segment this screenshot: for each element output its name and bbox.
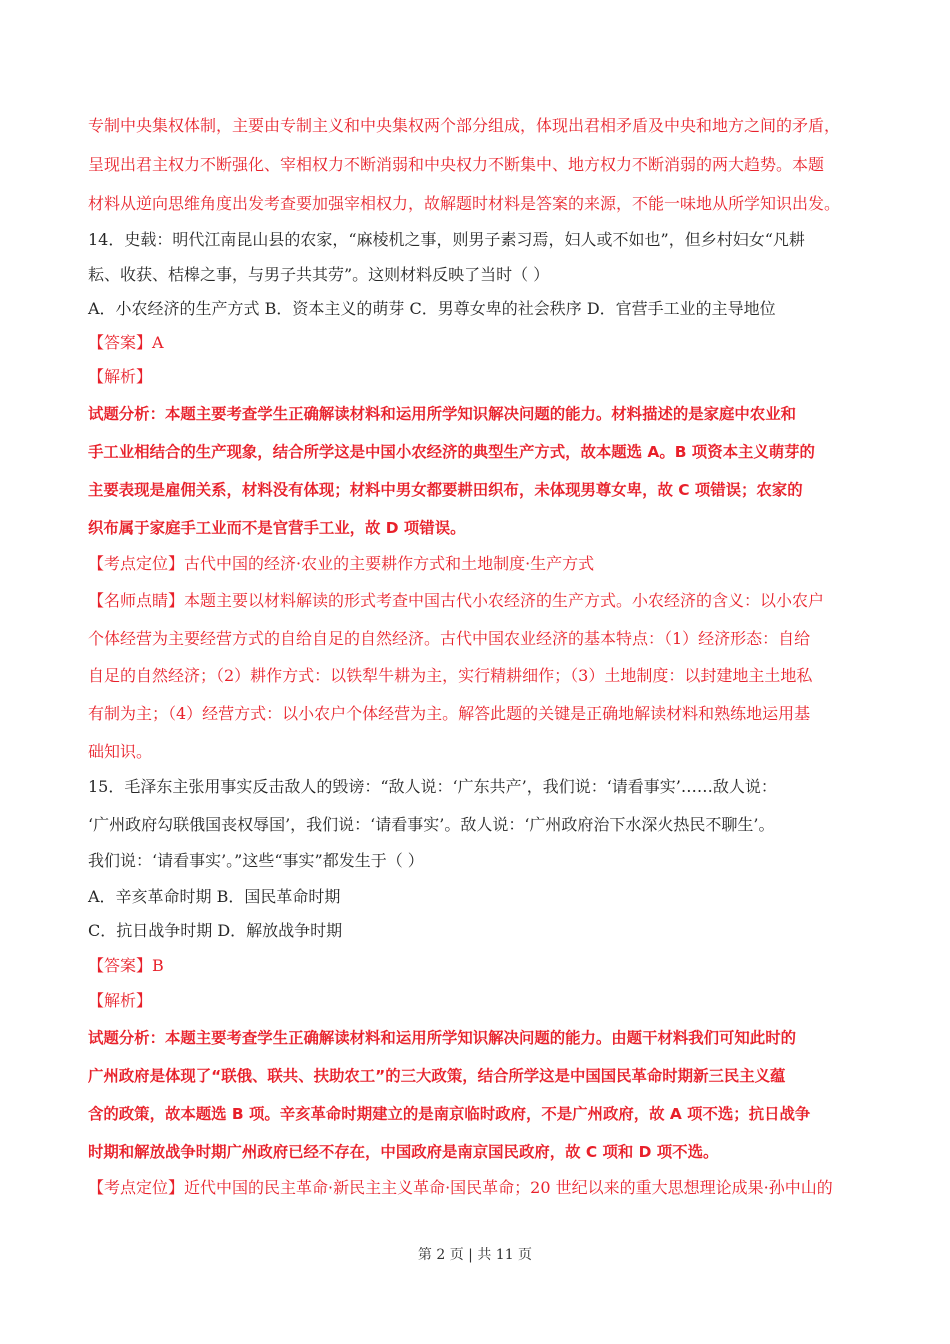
page-footer: 第 2 页 | 共 11 页 xyxy=(417,1247,533,1263)
answer-label: 【答案】A xyxy=(88,333,164,352)
text-line: 专制中央集权体制，主要由专制主义和中央集权两个部分组成，体现出君相矛盾及中央和地方之间的矛盾， xyxy=(88,116,841,135)
question-15-options: C．抗日战争时期 D．解放战争时期 xyxy=(88,921,343,940)
key-point-location: 【考点定位】古代中国的经济·农业的主要耕作方式和土地制度·生产方式 xyxy=(88,554,595,573)
text-line: 材料从逆向思维角度出发考查要加强宰相权力，故解题时材料是答案的来源，不能一味地从所学知识出发。 xyxy=(88,194,841,213)
teacher-comment: 础知识。 xyxy=(88,742,153,761)
key-point-location: 【考点定位】近代中国的民主革命·新民主主义革命·国民革命；20 世纪以来的重大思想理论成果·孙中山的 xyxy=(88,1178,833,1197)
teacher-comment: 自足的自然经济；（2）耕作方式：以铁犁牛耕为主，实行精耕细作；（3）土地制度：以封建地主土地私 xyxy=(88,666,813,685)
question-15-stem: 15．毛泽东主张用事实反击敌人的毁谤：“敌人说：‘广东共产’，我们说：‘请看事实’……敌人说： xyxy=(88,777,777,796)
analysis-text: 织布属于家庭手工业而不是官营手工业，故 D 项错误。 xyxy=(88,519,466,537)
teacher-comment: 【名师点睛】本题主要以材料解读的形式考查中国古代小农经济的生产方式。小农经济的含义：以小农户 xyxy=(88,591,825,610)
question-15-stem: ‘广州政府勾联俄国丧权辱国’，我们说：‘请看事实’。敌人说：‘广州政府治下水深火热民不聊生’。 xyxy=(88,815,775,834)
question-14-stem: 14．史载：明代江南昆山县的农家，“麻棱机之事，则男子素习焉，妇人或不如也”，但乡村妇女“凡耕 xyxy=(88,230,805,249)
text-line: 呈现出君主权力不断强化、宰相权力不断消弱和中央权力不断集中、地方权力不断消弱的两大趋势。本题 xyxy=(88,155,825,174)
analysis-text: 时期和解放战争时期广州政府已经不存在，中国政府是南京国民政府，故 C 项和 D 项不选。 xyxy=(88,1143,719,1161)
question-15-options: A．辛亥革命时期 B．国民革命时期 xyxy=(88,887,341,906)
analysis-label: 【解析】 xyxy=(88,367,153,386)
analysis-text: 主要表现是雇佣关系，材料没有体现；材料中男女都要耕田织布，未体现男尊女卑，故 C 项错误；农家的 xyxy=(88,481,803,499)
analysis-text: 含的政策，故本题选 B 项。辛亥革命时期建立的是南京临时政府，不是广州政府，故 A 项不选；抗日战争 xyxy=(88,1105,811,1123)
teacher-comment: 个体经营为主要经营方式的自给自足的自然经济。古代中国农业经济的基本特点：（1）经济形态：自给 xyxy=(88,629,811,648)
analysis-text: 试题分析：本题主要考查学生正确解读材料和运用所学知识解决问题的能力。材料描述的是家庭中农业和 xyxy=(88,405,796,423)
question-14-options: A．小农经济的生产方式 B．资本主义的萌芽 C．男尊女卑的社会秩序 D．官营手工业的主导地位 xyxy=(88,299,776,318)
analysis-text: 试题分析：本题主要考查学生正确解读材料和运用所学知识解决问题的能力。由题干材料我们可知此时的 xyxy=(88,1029,796,1047)
teacher-comment: 有制为主；（4）经营方式：以小农户个体经营为主。解答此题的关键是正确地解读材料和熟练地运用基 xyxy=(88,704,811,723)
analysis-text: 手工业相结合的生产现象，结合所学这是中国小农经济的典型生产方式，故本题选 A。B 项资本主义萌芽的 xyxy=(88,443,815,461)
analysis-text: 广州政府是体现了“联俄、联共、扶助农工”的三大政策，结合所学这是中国国民革命时期新三民主义蕴 xyxy=(88,1067,786,1085)
analysis-label: 【解析】 xyxy=(88,991,153,1010)
question-14-stem: 耘、收获、桔槔之事，与男子共其劳”。这则材料反映了当时（ ） xyxy=(88,265,550,284)
answer-label: 【答案】B xyxy=(88,956,164,975)
question-15-stem: 我们说：‘请看事实’。”这些“事实”都发生于（ ） xyxy=(88,851,424,870)
